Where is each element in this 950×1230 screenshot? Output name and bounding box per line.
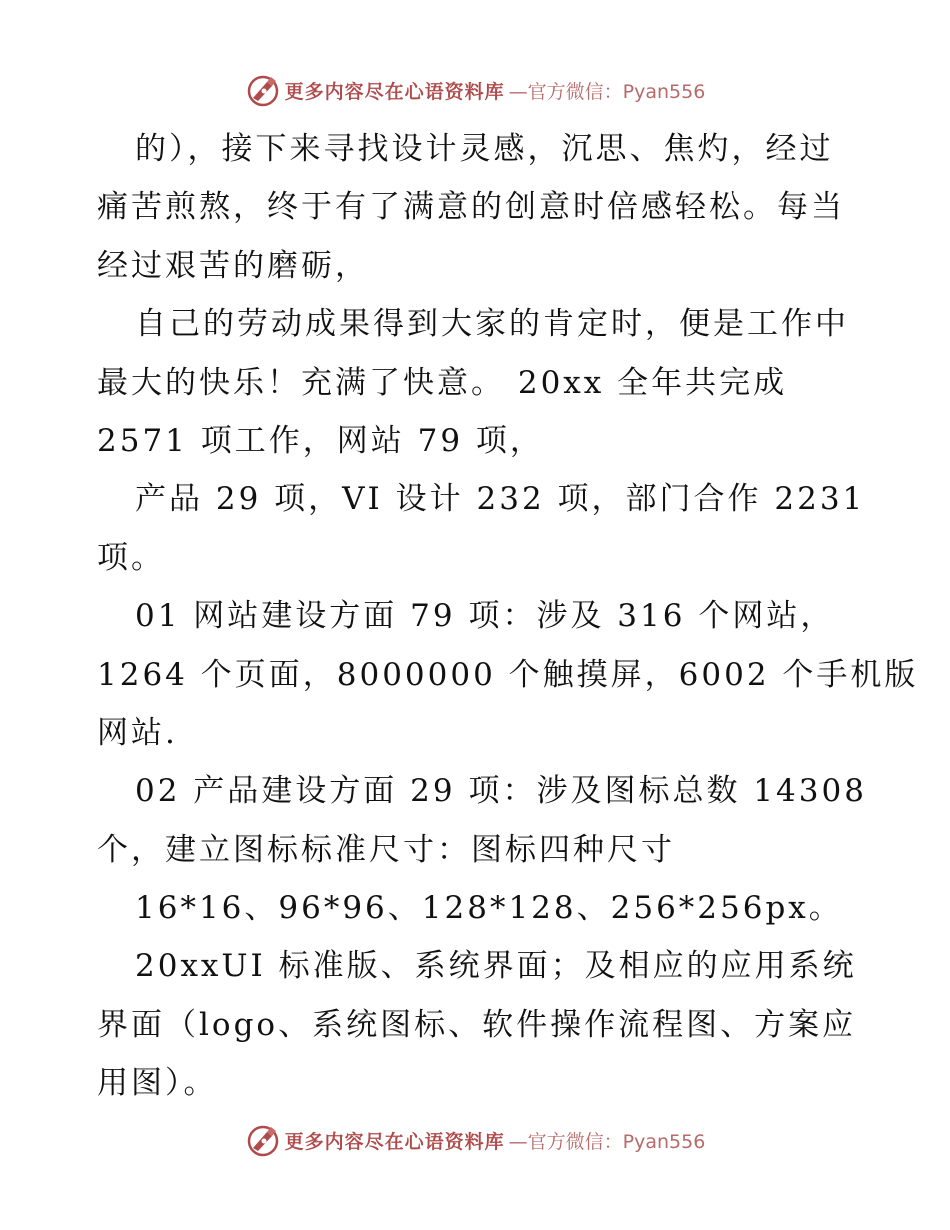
text-line: 网站. (97, 714, 178, 751)
text-line: 产品 29 项，VI 设计 232 项，部门合作 2231 (135, 481, 866, 518)
pen-nib-logo-icon (245, 72, 281, 108)
text-line: 个，建立图标标准尺寸：图标四种尺寸 (97, 831, 675, 868)
text-line: 16*16、96*96、128*128、256*256px。 (135, 890, 843, 927)
watermark-brand: 更多内容尽在心语资料库 (284, 80, 505, 103)
text-line: 经过艰苦的磨砺， (97, 247, 369, 284)
watermark-wechat: —官方微信：Pyan556 (508, 80, 706, 103)
text-line: 界面（logo、系统图标、软件操作流程图、方案应 (97, 1006, 857, 1043)
text-line: 的），接下来寻找设计灵感，沉思、焦灼，经过 (135, 131, 834, 167)
text-line: 1264 个页面，8000000 个触摸屏，6002 个手机版 (97, 656, 919, 693)
text-line: 02 产品建设方面 29 项：涉及图标总数 14308 (135, 773, 867, 810)
text-line: 最大的快乐！充满了快意。 20xx 全年共完成 (97, 364, 788, 401)
watermark-brand: 更多内容尽在心语资料库 (284, 1130, 505, 1153)
header-watermark (0, 70, 950, 110)
document-body (97, 120, 919, 1113)
pen-nib-logo-icon (245, 1122, 281, 1158)
text-line: 2571 项工作，网站 79 项， (97, 422, 544, 459)
text-line: 项。 (97, 539, 165, 576)
text-line: 01 网站建设方面 79 项：涉及 316 个网站， (135, 598, 835, 635)
text-line: 自己的劳动成果得到大家的肯定时，便是工作中 (135, 306, 849, 343)
watermark-wechat: —官方微信：Pyan556 (508, 1130, 706, 1153)
footer-watermark (0, 1120, 950, 1160)
text-line: 20xxUI 标准版、系统界面；及相应的应用系统 (135, 948, 857, 985)
text-line: 痛苦煎熬，终于有了满意的创意时倍感轻松。每当 (97, 189, 845, 226)
text-line: 用图）。 (97, 1065, 218, 1102)
